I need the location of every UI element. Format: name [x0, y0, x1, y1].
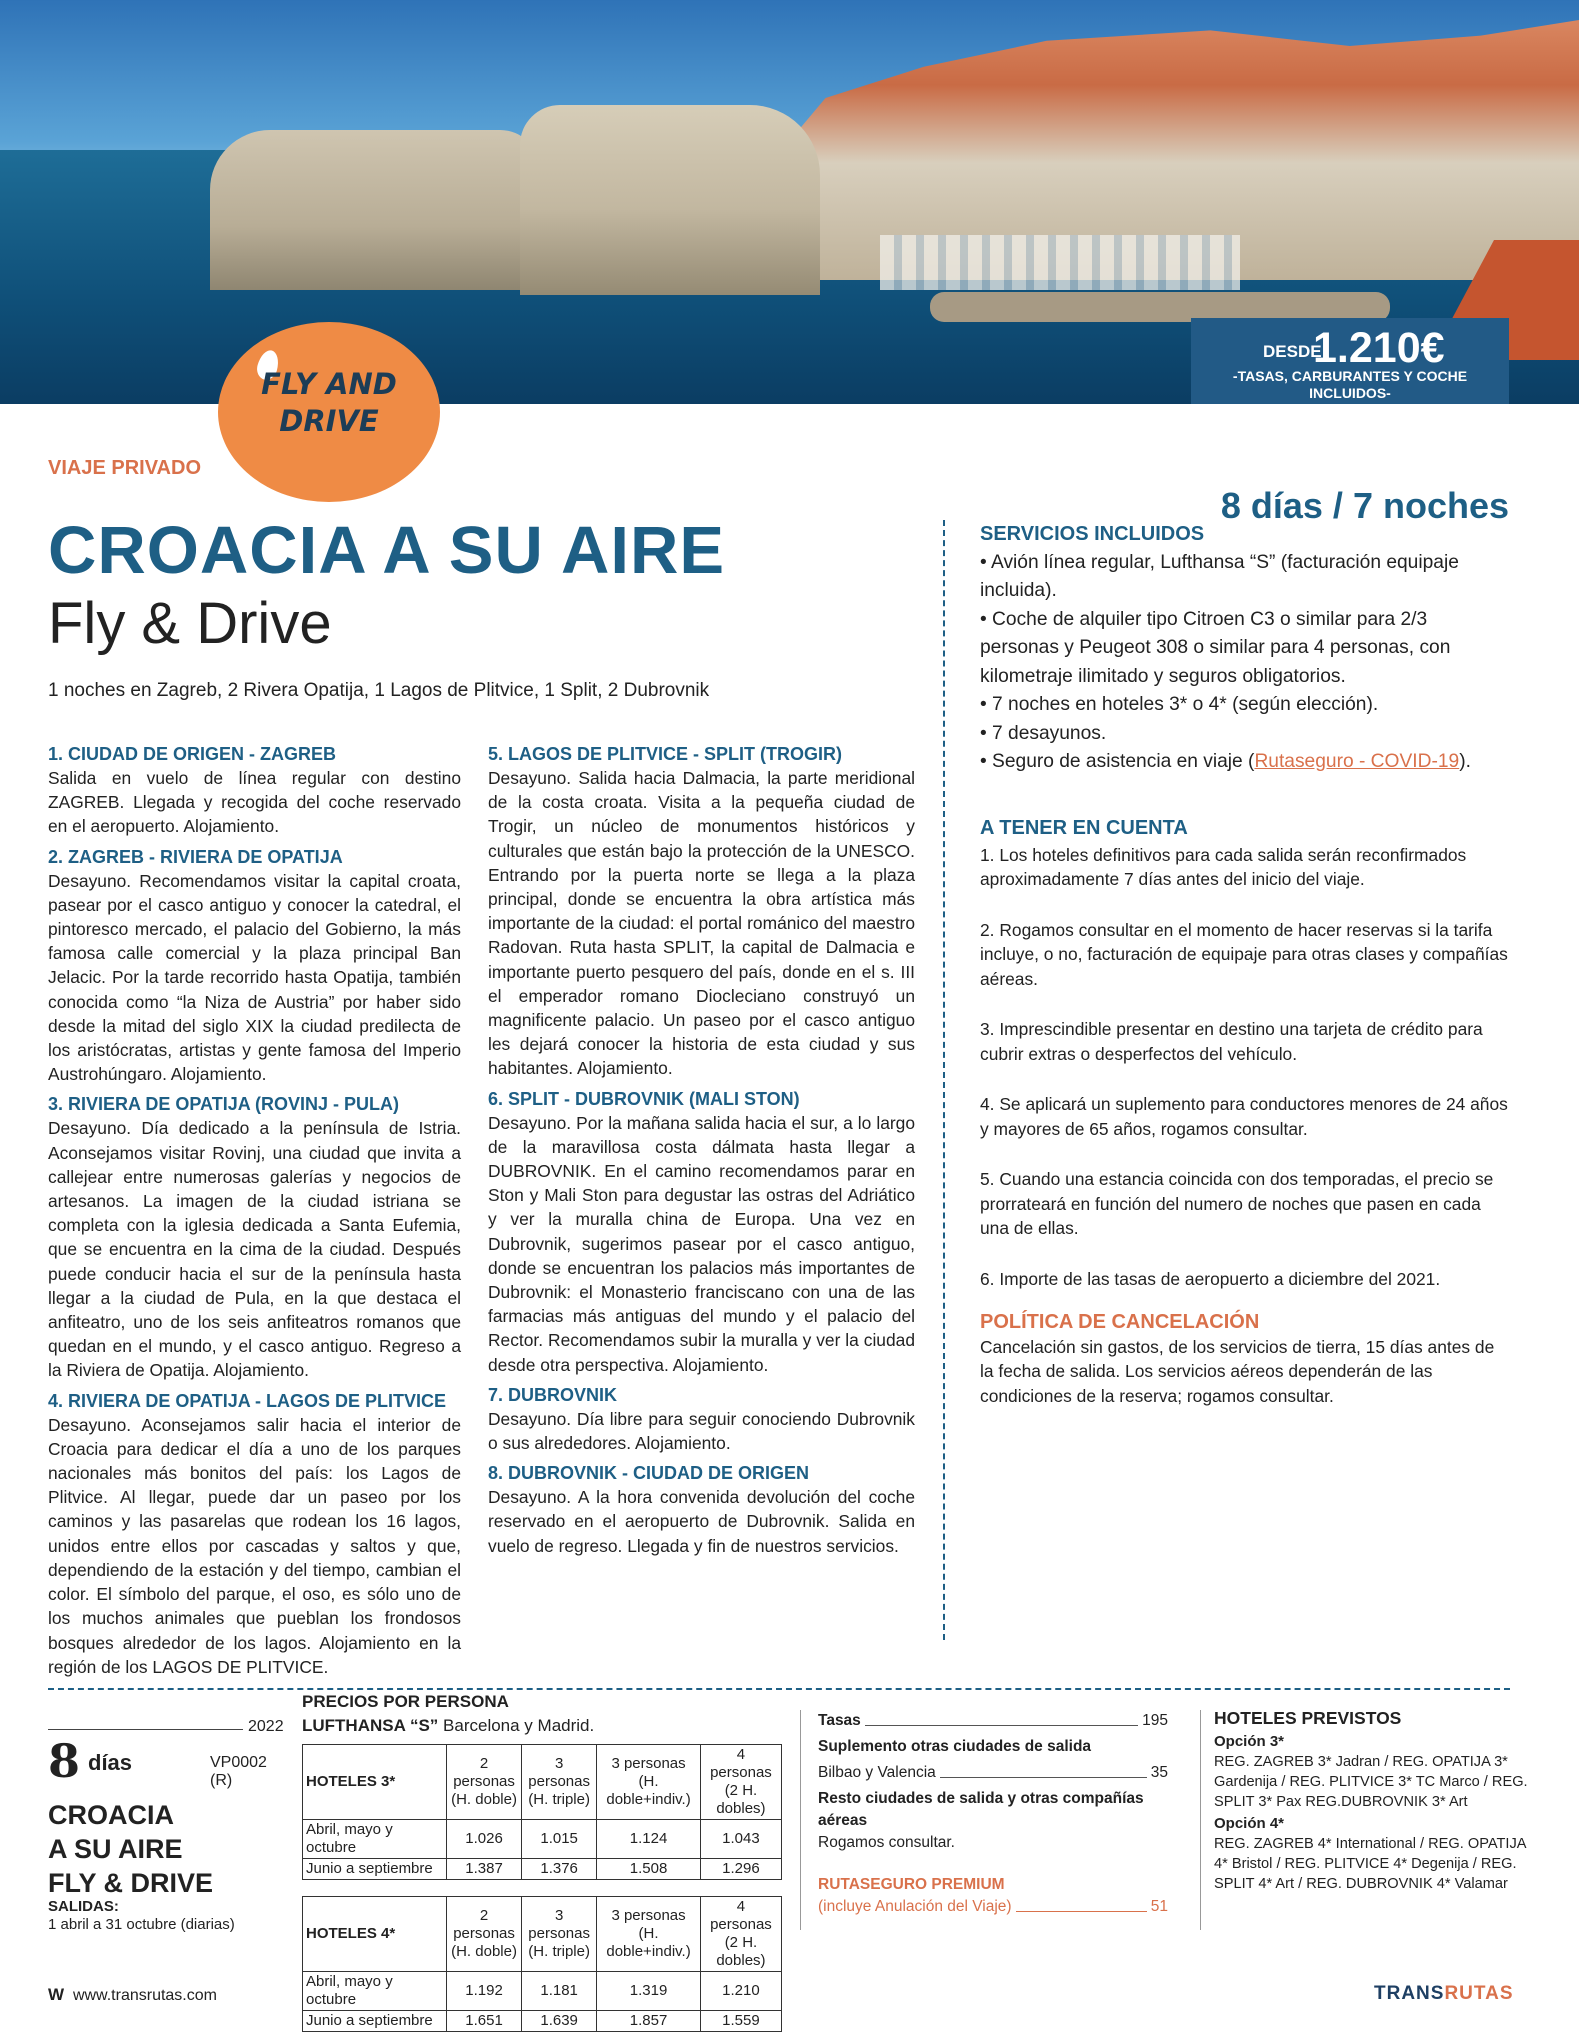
option-3-label: Opción 3* — [1214, 1733, 1285, 1750]
suplemento-value: 35 — [1147, 1762, 1168, 1784]
day-text: Desayuno. Día dedicado a la península de Istria. Aconsejamos visitar Rovinj, una ciudad que invita a callejear entre numerosas galerías y negocios de artesanos. La imagen de la ciudad istriana se completa con la iglesia dedicada a Santa Eufemia, que se encuentra en la cima de la ciudad. Después puede conducir hacia el sur de la península hasta llegar a la ciudad de Pula, en la que destaca el anfiteatro, uno de los seis anfiteatros romanos que quedan en el mundo, y el casco antiguo. Regreso a la Riviera de Opatija. Alojamiento. — [48, 1118, 461, 1381]
column-header: 4 personas (2 H. dobles) — [700, 1897, 781, 1972]
column-header: 2 personas (H. doble) — [447, 1897, 522, 1972]
airline: LUFTHANSA “S” — [302, 1716, 439, 1735]
salidas-dates: 1 abril a 31 octubre (diarias) — [48, 1916, 235, 1933]
w-icon: W — [48, 1985, 65, 2004]
seguro-value: 51 — [1147, 1896, 1168, 1918]
tasas-value: 195 — [1138, 1710, 1168, 1732]
year-rule — [48, 1729, 243, 1730]
fortress-left — [210, 130, 540, 290]
note-item: 3. Imprescindible presentar en destino una tarjeta de crédito para cubrir extras o desperfectos del vehículo. — [980, 1019, 1483, 1064]
page-subtitle: Fly & Drive — [48, 591, 332, 656]
price-cell: 1.651 — [447, 2011, 522, 2032]
price-note: -TASAS, CARBURANTES Y COCHE INCLUIDOS- — [1232, 368, 1468, 401]
price-cell: 1.043 — [700, 1820, 781, 1859]
seguro-row — [818, 1896, 1168, 1918]
note-item: 6. Importe de las tasas de aeropuerto a diciembre del 2021. — [980, 1268, 1441, 1289]
itinerary-day — [48, 1389, 461, 1679]
column-header: 2 personas (H. doble) — [447, 1745, 522, 1820]
trip-type: VIAJE PRIVADO — [48, 457, 201, 479]
servicios-title: SERVICIOS INCLUIDOS — [980, 523, 1205, 545]
seguro-sub: (incluye Anulación del Viaje) — [818, 1896, 1016, 1918]
suplemento-label: Bilbao y Valencia — [818, 1762, 940, 1784]
column-header: 4 personas (2 H. dobles) — [700, 1745, 781, 1820]
list-item: • Avión línea regular, Lufthansa “S” (facturación equipaje incluida). — [980, 551, 1459, 601]
row-label: Abril, mayo y octubre — [303, 1972, 447, 2011]
hoteles-title: HOTELES PREVISTOS — [1214, 1708, 1402, 1728]
list-item — [980, 748, 1510, 777]
day-text: Salida en vuelo de línea regular con destino ZAGREB. Llegada y recogida del coche reservado en el aeropuerto. Alojamiento. — [48, 768, 461, 837]
column-header: 3 personas (H. triple) — [522, 1897, 597, 1972]
note-item: 1. Los hoteles definitivos para cada salida serán reconfirmados aproximadamente 7 días antes del inicio del viaje. — [980, 844, 1467, 889]
divider — [1200, 1710, 1201, 1930]
day-text: Desayuno. Salida hacia Dalmacia, la parte meridional de la costa croata. Visita a la pequeña ciudad de Trogir, un núcleo de monumentos históricos y culturales que están bajo la protección de la UNESCO. Entrando por la puerta norte se llega a la plaza principal, donde se encuentra la obra artística más importante de la ciudad: el portal románico del maestro Radovan. Ruta hasta SPLIT, la capital de Dalmacia e importante puerto pesquero del país, donde en el s. III el emperador romano Diocleciano construyó un magnificente palacio. Un paseo por el casco antiguo les dejará conocer la historia de esta ciudad y sus habitantes. Alojamiento. — [488, 768, 915, 1079]
itinerary-day — [488, 1461, 915, 1558]
a-tener-en-cuenta — [980, 816, 1510, 1317]
website-link[interactable]: www.transrutas.com — [72, 1987, 217, 2004]
price-prefix: DESDE — [1263, 342, 1322, 361]
servicios-list — [980, 549, 1510, 777]
trip-name-line: FLY & DRIVE — [48, 1868, 214, 1898]
days-label: días — [88, 1750, 133, 1775]
price-cell: 1.181 — [522, 1972, 597, 2011]
duration: 8 días / 7 noches — [1220, 485, 1509, 526]
itinerary-column-1 — [48, 736, 461, 1679]
option-4-label: Opción 4* — [1214, 1815, 1285, 1832]
tasas-label: Tasas — [818, 1710, 865, 1732]
price-box — [1191, 318, 1509, 404]
itinerary-day — [48, 1092, 461, 1382]
day-title: 7. DUBROVNIK — [488, 1384, 618, 1405]
price-cell: 1.124 — [597, 1820, 701, 1859]
divider — [800, 1710, 801, 1930]
row-label: Abril, mayo y octubre — [303, 1820, 447, 1859]
price-cell: 1.026 — [447, 1820, 522, 1859]
tasas-suplementos — [818, 1710, 1168, 1918]
salidas-label: SALIDAS: — [48, 1898, 119, 1915]
table-header: HOTELES 3* — [303, 1745, 447, 1820]
footer-website — [48, 1985, 217, 2005]
itinerary-day — [488, 1087, 915, 1377]
note-item: 4. Se aplicará un suplemento para conductores menores de 24 años y mayores de 65 años, rogamos consultar. — [980, 1094, 1508, 1139]
fortress-right — [520, 105, 820, 295]
list-item-text: ). — [1459, 751, 1471, 772]
price-cell: 1.210 — [700, 1972, 781, 2011]
day-title: 6. SPLIT - DUBROVNIK (MALI STON) — [488, 1088, 800, 1109]
price-cell: 1.376 — [522, 1859, 597, 1880]
transrutas-logo: TRANSRUTAS — [1374, 1983, 1514, 2004]
column-header: 3 personas (H. doble+indiv.) — [597, 1897, 701, 1972]
trip-code: VP0002 (R) — [210, 1754, 267, 1789]
servicios-incluidos — [980, 520, 1510, 777]
hoteles-previstos — [1214, 1708, 1534, 1894]
column-divider — [943, 520, 945, 1640]
price-cell: 1.857 — [597, 2011, 701, 2032]
price-table-4star — [302, 1896, 782, 2032]
day-text: Desayuno. Día libre para seguir conociendo Dubrovnik o sus alrededores. Alojamiento. — [488, 1408, 915, 1454]
tasas-row — [818, 1710, 1168, 1732]
cancel-title: POLÍTICA DE CANCELACIÓN — [980, 1311, 1260, 1333]
itinerary-day — [48, 845, 461, 1087]
list-item: • 7 desayunos. — [980, 722, 1107, 744]
day-text: Desayuno. Por la mañana salida hacia el sur, a lo largo de la maravillosa costa dálmata hasta llegar a DUBROVNIK. En el camino recomendamos parar en Ston y Mali Ston para degustar las ostras del Adriático y ver la muralla china de Europa. Una vez en Dubrovnik, sugerimos pasear por el casco antiguo, donde se encuentran los palacios más importantes de Dubrovnik: el Monasterio franciscano con una de las farmacias más antiguas del mundo y el palacio del Rector. Recomendamos subir la muralla y ver la ciudad desde otra perspectiva. Alojamiento. — [488, 1112, 915, 1375]
resto-title: Resto ciudades de salida y otras compañías aéreas — [818, 1790, 1144, 1829]
days-number: 8 — [48, 1734, 81, 1788]
resto-text: Rogamos consultar. — [818, 1834, 955, 1851]
itinerary-day — [488, 1383, 915, 1455]
day-title: 3. RIVIERA DE OPATIJA (ROVINJ - PULA) — [48, 1094, 400, 1115]
table-row — [303, 2011, 782, 2032]
list-item: • Coche de alquiler tipo Citroen C3 o similar para 2/3 personas y Peugeot 308 o similar para 4 personas, con kilometraje ilimitado y seguros obligatorios. — [980, 608, 1451, 687]
harbor — [880, 235, 1240, 290]
trip-name-line: A SU AIRE — [48, 1834, 183, 1864]
trip-name — [48, 1798, 288, 1900]
option-4-hotels: REG. ZAGREB 4* International / REG. OPATIJA 4* Bristol / REG. PLITVICE 4* Degenija / REG. SPLIT 4* Art / REG. DUBROVNIK 4* Valamar — [1214, 1836, 1526, 1892]
table-row — [303, 1972, 782, 2011]
day-title: 5. LAGOS DE PLITVICE - SPLIT (TROGIR) — [488, 744, 843, 764]
prices-title: PRECIOS POR PERSONA — [302, 1692, 509, 1711]
price-table-3star — [302, 1744, 782, 1880]
leader-line — [818, 1725, 1168, 1726]
note-item: 2. Rogamos consultar en el momento de hacer reservas si la tarifa incluye, o no, facturación de equipaje para otras clases y compañías aéreas. — [980, 919, 1508, 989]
page-title: CROACIA A SU AIRE — [48, 513, 726, 588]
airline-cities: Barcelona y Madrid. — [438, 1716, 595, 1735]
day-title: 4. RIVIERA DE OPATIJA - LAGOS DE PLITVICE — [48, 1390, 447, 1411]
itinerary-day — [488, 742, 915, 1081]
itinerary-day — [48, 742, 461, 839]
itinerary-column-2 — [488, 736, 915, 1558]
seguro-title: RUTASEGURO PREMIUM — [818, 1876, 1005, 1893]
price-cell: 1.559 — [700, 2011, 781, 2032]
price-cell: 1.508 — [597, 1859, 701, 1880]
suplemento-row — [818, 1762, 1168, 1784]
row-label: Junio a septiembre — [303, 2011, 447, 2032]
tener-title: A TENER EN CUENTA — [980, 817, 1188, 839]
prices-airline — [302, 1714, 782, 1738]
cancelacion — [980, 1310, 1510, 1408]
table-row — [303, 1820, 782, 1859]
year: 2022 — [248, 1718, 284, 1735]
price-cell: 1.296 — [700, 1859, 781, 1880]
price-cell: 1.639 — [522, 2011, 597, 2032]
badge-text: FLY AND DRIVE — [261, 367, 397, 438]
note-item: 5. Cuando una estancia coincida con dos temporadas, el precio se prorrateará en función del numero de noches que pasen en cada una de ellas. — [980, 1169, 1494, 1238]
list-item-text: • Seguro de asistencia en viaje ( — [980, 751, 1255, 772]
day-text: Desayuno. A la hora convenida devolución del coche reservado en el aeropuerto de Dubrovnik. Salida en vuelo de regreso. Llegada y fin de nuestros servicios. — [488, 1487, 915, 1556]
price-cell: 1.015 — [522, 1820, 597, 1859]
cancel-text: Cancelación sin gastos, de los servicios de tierra, 15 días antes de la fecha de salida. Los servicios aéreos dependerán de las condiciones de la reserva; rogamos consultar. — [980, 1336, 1495, 1406]
rutaseguro-link[interactable]: Rutaseguro - COVID-19 — [1254, 751, 1460, 772]
suplemento-title: Suplemento otras ciudades de salida — [818, 1738, 1092, 1755]
table-header: HOTELES 4* — [303, 1897, 447, 1972]
price-cell: 1.319 — [597, 1972, 701, 2011]
day-title: 1. CIUDAD DE ORIGEN - ZAGREB — [48, 744, 337, 764]
price-cell: 1.387 — [447, 1859, 522, 1880]
day-title: 8. DUBROVNIK - CIUDAD DE ORIGEN — [488, 1463, 810, 1484]
row-label: Junio a septiembre — [303, 1859, 447, 1880]
price-tables — [302, 1690, 782, 2032]
day-text: Desayuno. Aconsejamos salir hacia el interior de Croacia para dedicar el día a uno de los parques nacionales más bonitos del país: los Lagos de Plitvice. Al llegar, puede dar un paseo por los caminos y las pasarelas que rodean los 16 lagos, unidos entre ellos por cascadas y saltos y que, dependiendo de la estación y del tiempo, cambian el color. El símbolo del parque, el oso, es sólo uno de los muchos animales que pueblan los frondosos bosques alrededor de los lagos. Alojamiento en la región de los LAGOS DE PLITVICE. — [48, 1414, 461, 1677]
list-item: • 7 noches en hoteles 3* o 4* (según elección). — [980, 694, 1379, 715]
day-title: 2. ZAGREB - RIVIERA DE OPATIJA — [48, 846, 343, 867]
column-header: 3 personas (H. triple) — [522, 1745, 597, 1820]
table-row — [303, 1859, 782, 1880]
price-amount: 1.210€ — [1313, 324, 1445, 372]
price-cell: 1.192 — [447, 1972, 522, 2011]
trip-name-line: CROACIA — [48, 1800, 174, 1830]
fly-and-drive-badge — [218, 322, 440, 502]
day-text: Desayuno. Recomendamos visitar la capital croata, pasear por el casco antiguo y conocer la catedral, el pintoresco mercado, el palacio del Gobierno, la más famosa calle comercial y la plaza principal Ban Jelacic. Por la tarde recorrido hasta Opatija, también conocida como “la Niza de Austria” por haber sido desde la mitad del siglo XIX la ciudad predilecta de los aristócratas, artistas y gente famosa del Imperio Austrohúngaro. Alojamiento. — [48, 870, 461, 1085]
column-header: 3 personas (H. doble+indiv.) — [597, 1745, 701, 1820]
option-3-hotels: REG. ZAGREB 3* Jadran / REG. OPATIJA 3* Gardenija / REG. PLITVICE 3* TC Marco / REG. SPLIT 3* Pax REG.DUBROVNIK 3* Art — [1214, 1754, 1528, 1810]
nights-summary: 1 noches en Zagreb, 2 Rivera Opatija, 1 Lagos de Plitvice, 1 Split, 2 Dubrovnik — [48, 680, 710, 701]
